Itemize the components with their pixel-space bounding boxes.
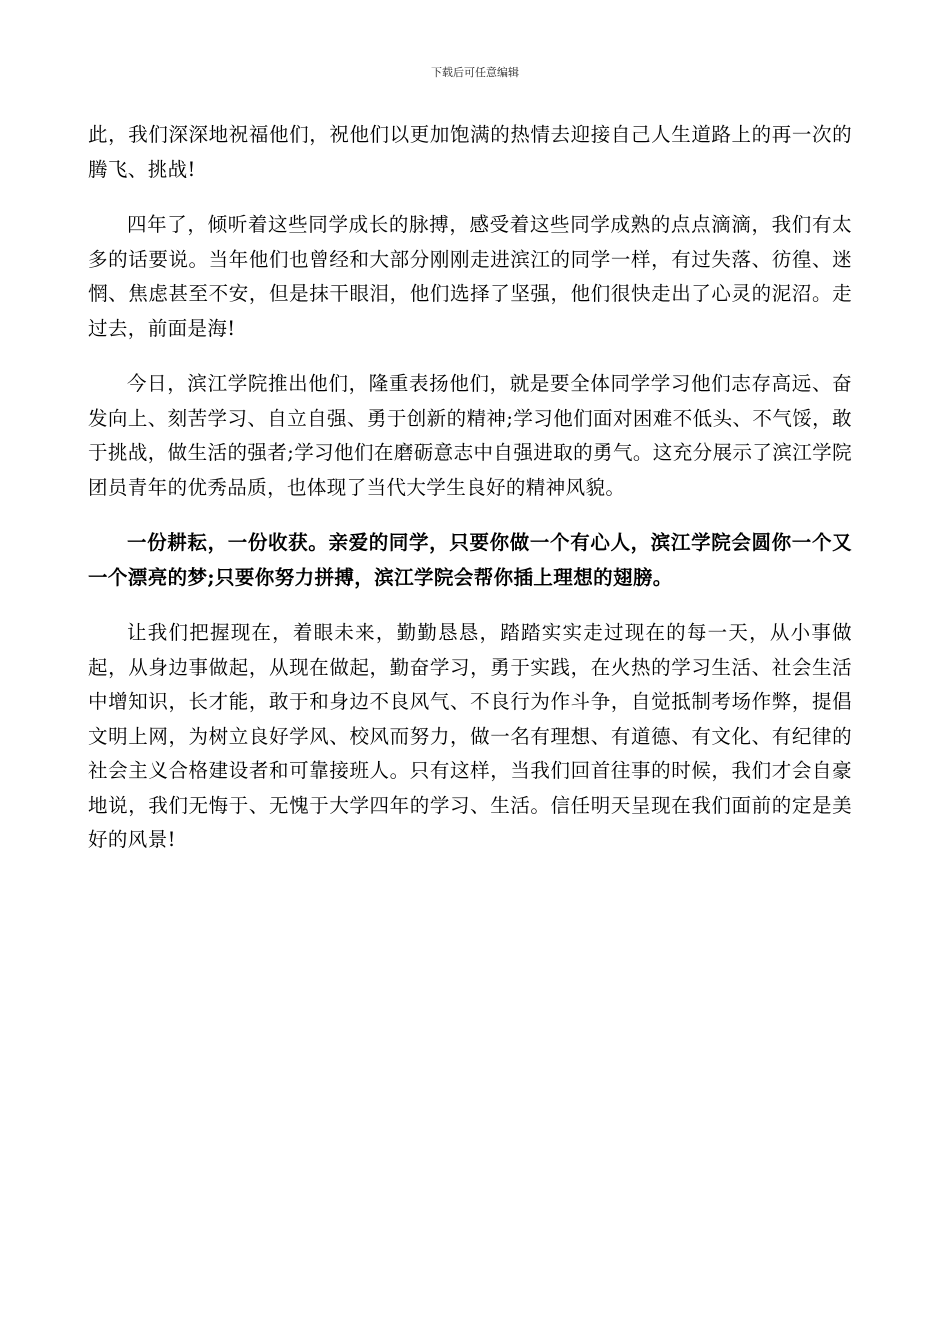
paragraph-1: 此，我们深深地祝福他们，祝他们以更加饱满的热情去迎接自己人生道路上的再一次的腾飞、挑战!	[88, 123, 852, 181]
paragraph-2: 四年了，倾听着这些同学成长的脉搏，感受着这些同学成熟的点点滴滴，我们有太多的话要说。当年他们也曾经和大部分刚刚走进滨江的同学一样，有过失落、彷徨、迷惘、焦虑甚至不安，但是抹干眼泪，他们选择了坚强，他们很快走出了心灵的泥沼。走过去，前面是海!	[88, 213, 852, 340]
paragraph-5: 让我们把握现在，着眼未来，勤勤恳恳，踏踏实实走过现在的每一天，从小事做起，从身边事做起，从现在做起，勤奋学习，勇于实践，在火热的学习生活、社会生活中增知识，长才能，敢于和身边不良风气、不良行为作斗争，自觉抵制考场作弊，提倡文明上网，为树立良好学风、校风而努力，做一名有理想、有道德、有文化、有纪律的社会主义合格建设者和可靠接班人。只有这样，当我们回首往事的时候，我们才会自豪地说，我们无悔于、无愧于大学四年的学习、生活。信任明天呈现在我们面前的定是美好的风景!	[88, 621, 852, 851]
page-header: 下载后可任意编辑	[431, 66, 519, 79]
document-body	[88, 118, 852, 879]
paragraph-4-bold: 一份耕耘，一份收获。亲爱的同学，只要你做一个有心人，滨江学院会圆你一个又一个漂亮的梦;只要你努力拼搏，滨江学院会帮你插上理想的翅膀。	[88, 531, 852, 589]
paragraph-3: 今日，滨江学院推出他们，隆重表扬他们，就是要全体同学学习他们志存高远、奋发向上、刻苦学习、自立自强、勇于创新的精神;学习他们面对困难不低头、不气馁，敢于挑战，做生活的强者;学习他们在磨砺意志中自强进取的勇气。这充分展示了滨江学院团员青年的优秀品质，也体现了当代大学生良好的精神风貌。	[88, 372, 852, 499]
